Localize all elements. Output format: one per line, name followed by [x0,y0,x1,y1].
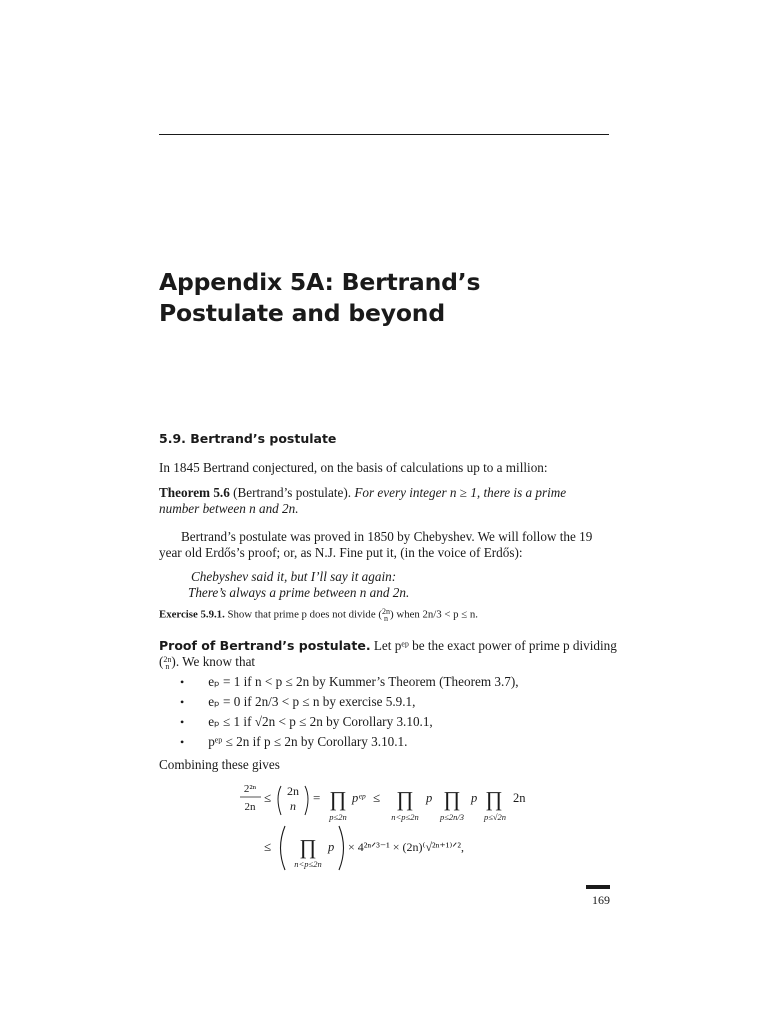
quote-line-2: There’s always a prime between n and 2n. [188,585,410,600]
equals-sign: = [313,790,321,805]
binomial-top: 2n [287,784,299,798]
product-subscript: p≤2n/3 [439,812,465,822]
theorem-statement-2: number between n and 2n. [159,501,299,516]
page-number: 169 [592,893,610,907]
bound-tail: × 4²ⁿᐟ³⁻¹ × (2n)⁽√²ⁿ⁺¹⁾ᐟ², [348,840,464,854]
lhs-denominator: 2n [244,801,256,813]
leq-sign: ≤ [264,790,272,805]
leq-sign: ≤ [264,839,272,854]
exercise-5-9-1: Exercise 5.9.1. Show that prime p does not divide ( 2n n ) when 2n/3 < p ≤ n. [159,607,478,623]
chapter-title-line-1: Appendix 5A: Bertrand’s [159,268,481,296]
term-p: p [426,791,433,805]
product-symbol: ∏ [299,835,317,859]
product-subscript: p≤2n [329,812,347,822]
theorem-statement-1: For every integer n ≥ 1, there is a prime [354,485,567,500]
proof-label: Proof of Bertrand’s postulate. [159,638,371,653]
bullet-item: • eₚ = 0 if 2n/3 < p ≤ n by exercise 5.9.1, [180,694,416,709]
exercise-text-after: when 2n/3 < p ≤ n. [396,608,478,621]
proof-line-1: Let pᵉᵖ be the exact power of prime p dividing [373,638,617,653]
exercise-binomial: 2n n [382,607,391,623]
product-subscript: n<p≤2n [391,812,419,822]
product-subscript: n<p≤2n [294,859,322,869]
intro-paragraph: In 1845 Bertrand conjectured, on the basis of calculations up to a million: [159,460,548,475]
history-line-1: Bertrand’s postulate was proved in 1850 by Chebyshev. We will follow the 19 [181,529,593,544]
product-symbol: ∏ [443,787,461,811]
history-line-2: year old Erdős’s proof; or, as N.J. Fine put it, (in the voice of Erdős): [159,545,523,560]
theorem-label: Theorem 5.6 [159,485,230,500]
proof-binomial: 2n n [163,654,172,671]
term-p: p [471,791,478,805]
exercise-text-before: Show that prime p does not divide [227,608,376,621]
section-heading: 5.9. Bertrand’s postulate [159,431,337,446]
term-2n: 2n [513,791,526,805]
combining-text: Combining these gives [159,757,280,772]
quote-line-1: Chebyshev said it, but I’ll say it again: [191,569,397,584]
binomial-bottom: n [290,799,296,813]
proof-line-2: . We know that [175,654,256,669]
chapter-title-line-2: Postulate and beyond [159,299,445,327]
theorem-name: (Bertrand’s postulate). [233,485,352,500]
bullet-item: • eₚ = 1 if n < p ≤ 2n by Kummer’s Theorem (Theorem 3.7), [180,674,519,689]
proof-intro: Proof of Bertrand’s postulate. Let pᵉᵖ be the exact power of prime p dividing ( 2n n ). We know that [159,638,617,671]
product-symbol: ∏ [329,787,347,811]
product-subscript: p≤√2n [483,812,507,822]
product-symbol: ∏ [396,787,414,811]
bullet-item: • eₚ ≤ 1 if √2n < p ≤ 2n by Corollary 3.10.1, [180,714,433,729]
term-p: p [328,840,335,854]
bullet-item: • pᵉᵖ ≤ 2n if p ≤ 2n by Corollary 3.10.1. [180,734,408,749]
exercise-label: Exercise 5.9.1. [159,608,225,621]
leq-sign: ≤ [373,790,381,805]
term-p-ep: pᵉᵖ [352,791,366,805]
lhs-numerator: 2²ⁿ [243,783,257,795]
page-number-bar [586,885,610,889]
product-symbol: ∏ [485,787,503,811]
